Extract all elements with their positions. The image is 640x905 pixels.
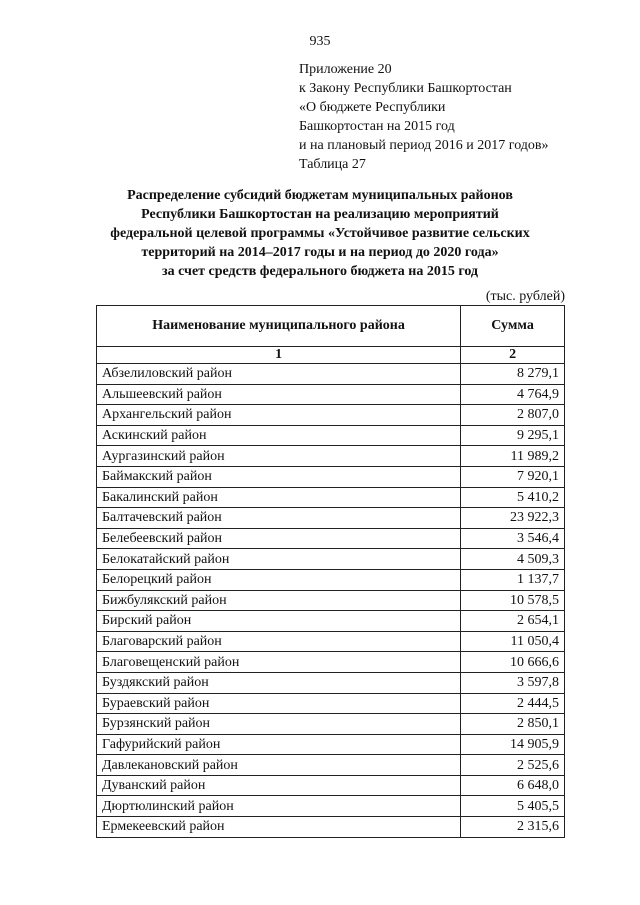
district-name-cell: Белебеевский район	[97, 528, 461, 549]
amount-cell: 1 137,7	[461, 569, 565, 590]
table-row	[97, 425, 565, 446]
column-number-row	[97, 347, 565, 364]
amount-cell: 2 315,6	[461, 817, 565, 838]
page-number: 935	[309, 34, 331, 49]
table-row	[97, 590, 565, 611]
district-name-cell: Баймакский район	[97, 466, 461, 487]
title-line: Распределение субсидий бюджетам муниципальных районов	[127, 188, 513, 203]
table-body	[97, 364, 565, 838]
amount-cell: 2 850,1	[461, 714, 565, 735]
district-name-cell: Буздякский район	[97, 672, 461, 693]
table-row	[97, 384, 565, 405]
annex-line: «О бюджете Республики	[299, 100, 446, 115]
district-name-cell: Архангельский район	[97, 405, 461, 426]
district-name-cell: Белокатайский район	[97, 549, 461, 570]
district-name-cell: Аургазинский район	[97, 446, 461, 467]
table-row	[97, 549, 565, 570]
header-district-name: Наименование муниципального района	[97, 306, 461, 347]
district-name-cell: Аскинский район	[97, 425, 461, 446]
annex-line: Башкортостан на 2015 год	[299, 119, 455, 134]
district-name-cell: Бижбулякский район	[97, 590, 461, 611]
amount-cell: 11 050,4	[461, 631, 565, 652]
table-row	[97, 755, 565, 776]
district-name-cell: Ермекеевский район	[97, 817, 461, 838]
district-name-cell: Дюртюлинский район	[97, 796, 461, 817]
amount-cell: 3 546,4	[461, 528, 565, 549]
table-row	[97, 611, 565, 632]
district-name-cell: Бураевский район	[97, 693, 461, 714]
table-row	[97, 734, 565, 755]
amount-cell: 4 764,9	[461, 384, 565, 405]
table-row	[97, 528, 565, 549]
table-row	[97, 775, 565, 796]
district-name-cell: Дуванский район	[97, 775, 461, 796]
district-name-cell: Белорецкий район	[97, 569, 461, 590]
table-row	[97, 466, 565, 487]
table-row	[97, 446, 565, 467]
table-row	[97, 714, 565, 735]
district-name-cell: Бурзянский район	[97, 714, 461, 735]
annex-line: к Закону Республики Башкортостан	[299, 81, 512, 96]
amount-cell: 3 597,8	[461, 672, 565, 693]
unit-label: (тыс. рублей)	[485, 289, 565, 304]
subsidy-table	[96, 305, 565, 838]
title-line: федеральной целевой программы «Устойчивое развитие сельских	[110, 226, 530, 241]
amount-cell: 7 920,1	[461, 466, 565, 487]
annex-line: Таблица 27	[299, 157, 366, 172]
table-row	[97, 508, 565, 529]
district-name-cell: Благоварский район	[97, 631, 461, 652]
header-amount: Сумма	[461, 306, 565, 347]
annex-line: Приложение 20	[299, 62, 392, 77]
amount-cell: 6 648,0	[461, 775, 565, 796]
title-line: территорий на 2014–2017 годы и на период до 2020 года»	[141, 245, 499, 260]
table-row	[97, 487, 565, 508]
district-name-cell: Гафурийский район	[97, 734, 461, 755]
amount-cell: 11 989,2	[461, 446, 565, 467]
amount-cell: 23 922,3	[461, 508, 565, 529]
column-number: 1	[97, 347, 461, 364]
amount-cell: 4 509,3	[461, 549, 565, 570]
district-name-cell: Давлекановский район	[97, 755, 461, 776]
amount-cell: 5 410,2	[461, 487, 565, 508]
amount-cell: 10 666,6	[461, 652, 565, 673]
amount-cell: 10 578,5	[461, 590, 565, 611]
district-name-cell: Балтачевский район	[97, 508, 461, 529]
annex-header	[299, 60, 549, 174]
amount-cell: 9 295,1	[461, 425, 565, 446]
district-name-cell: Альшеевский район	[97, 384, 461, 405]
amount-cell: 2 807,0	[461, 405, 565, 426]
table-row	[97, 693, 565, 714]
table-row	[97, 405, 565, 426]
amount-cell: 2 525,6	[461, 755, 565, 776]
district-name-cell: Благовещенский район	[97, 652, 461, 673]
table-row	[97, 796, 565, 817]
table-row	[97, 631, 565, 652]
amount-cell: 14 905,9	[461, 734, 565, 755]
column-number: 2	[461, 347, 565, 364]
amount-cell: 5 405,5	[461, 796, 565, 817]
title-line: за счет средств федерального бюджета на 2015 год	[161, 264, 479, 279]
district-name-cell: Бирский район	[97, 611, 461, 632]
district-name-cell: Абзелиловский район	[97, 364, 461, 385]
table-header-row	[97, 306, 565, 347]
amount-cell: 8 279,1	[461, 364, 565, 385]
table-row	[97, 364, 565, 385]
document-title	[60, 186, 580, 281]
table-row	[97, 817, 565, 838]
amount-cell: 2 654,1	[461, 611, 565, 632]
amount-cell: 2 444,5	[461, 693, 565, 714]
table-row	[97, 569, 565, 590]
annex-line: и на плановый период 2016 и 2017 годов»	[299, 138, 549, 153]
table-row	[97, 672, 565, 693]
table-row	[97, 652, 565, 673]
title-line: Республики Башкортостан на реализацию мероприятий	[141, 207, 499, 222]
district-name-cell: Бакалинский район	[97, 487, 461, 508]
